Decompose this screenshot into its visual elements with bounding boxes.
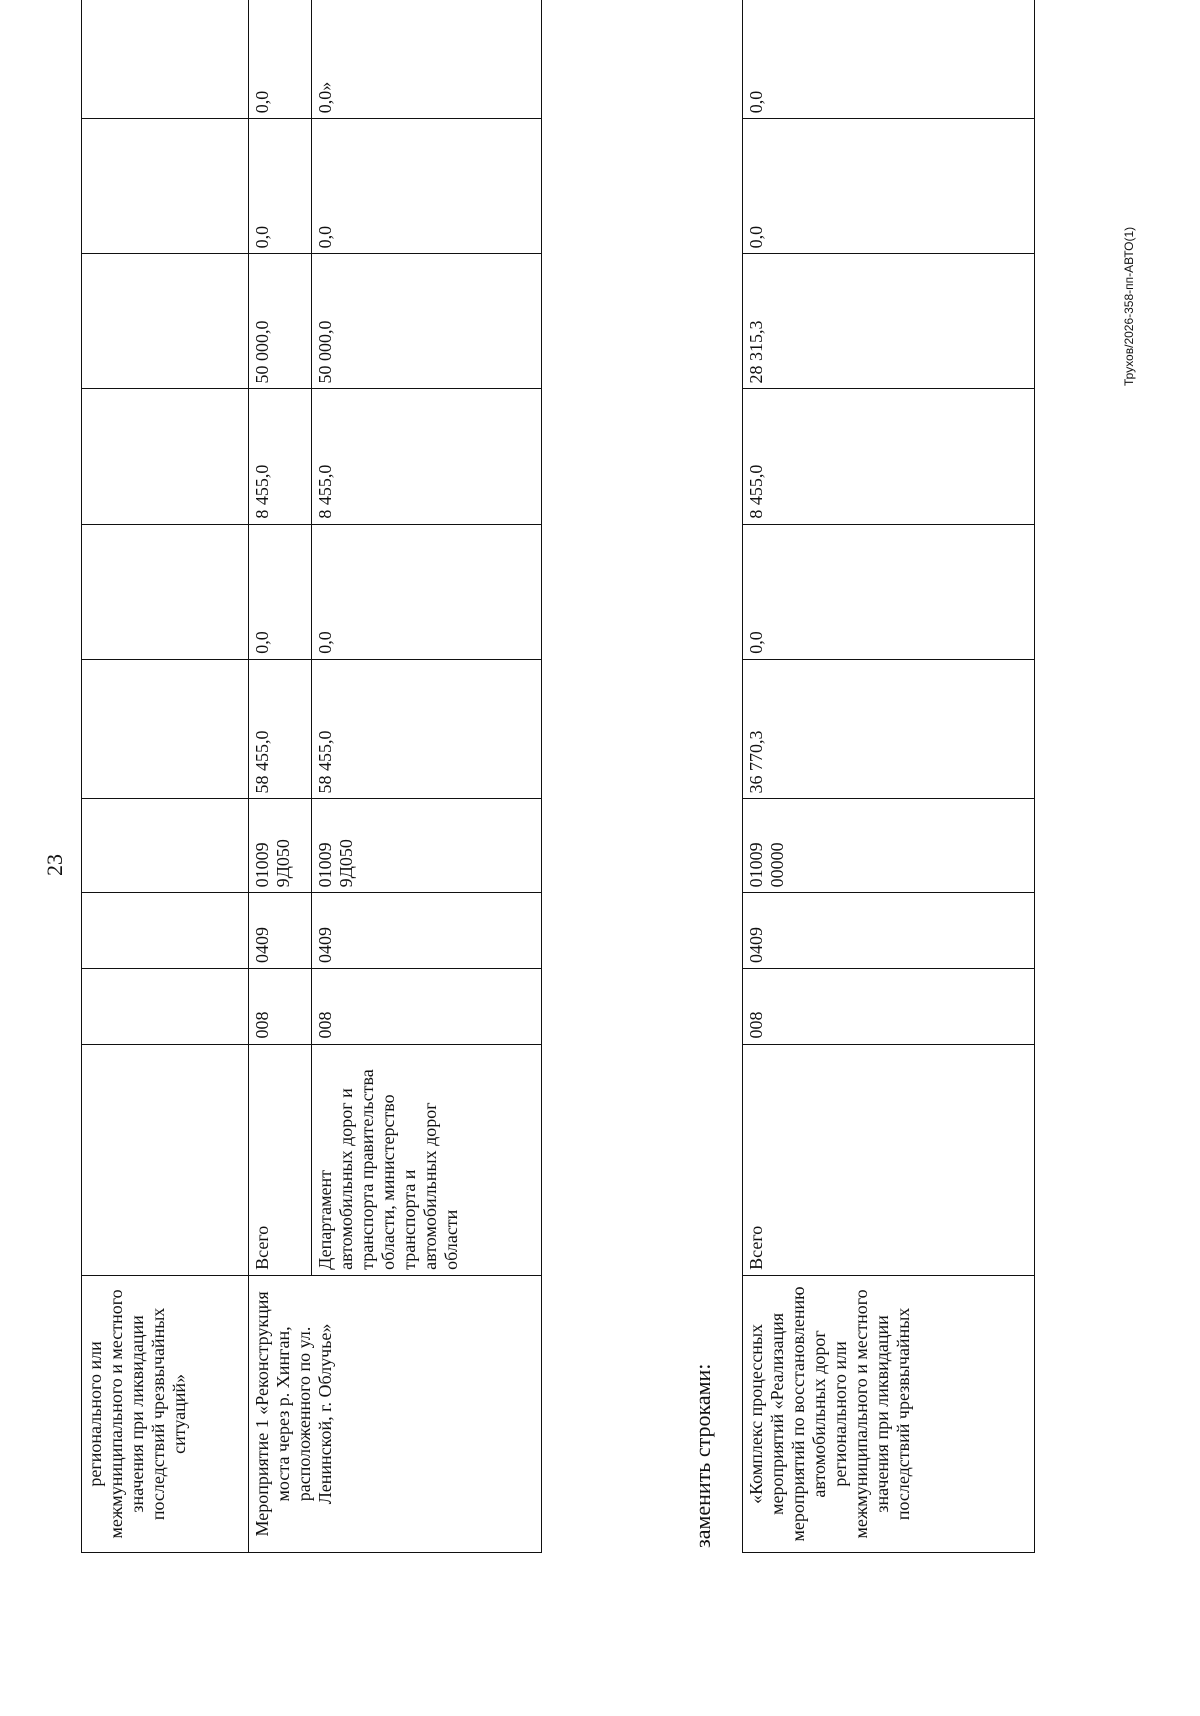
table-row (743, 0, 1035, 1553)
value-cell (82, 0, 249, 119)
value-cell: 8 455,0 (312, 389, 542, 524)
csr-cell: 01009 00000 (743, 799, 1035, 893)
table-row (249, 0, 312, 1553)
row-name-cell: Мероприятие 1 «Реконструкция моста через р. Хинган, расположенного по ул. Ленинской, г. Облучье» (249, 1275, 542, 1552)
value-cell: 0,0 (249, 0, 312, 119)
csr-cell: 01009 9Д050 (249, 799, 312, 893)
grbs-cell: 008 (312, 968, 542, 1044)
rz-cell: 0409 (249, 893, 312, 969)
table-row (82, 0, 249, 1553)
value-cell: 0,0 (249, 119, 312, 254)
total-cell (82, 659, 249, 799)
value-cell: 0,0 (743, 119, 1035, 254)
row-name-cell: «Комплекс процессных мероприятий «Реализация мероприятий по восстановлению автомобильных дорог регионального или межмуниципального и местного значения при ликвидации последствий чрезвычайных (743, 1275, 1035, 1552)
page-number: 23 (42, 854, 67, 876)
rz-cell (82, 893, 249, 969)
row-name-cell: регионального или межмуниципального и местного значения при ликвидации последствий чрезвычайных ситуаций» (82, 1275, 249, 1552)
value-cell (82, 389, 249, 524)
value-cell (82, 119, 249, 254)
rz-cell: 0409 (312, 893, 542, 969)
grbs-cell (82, 968, 249, 1044)
value-cell: 8 455,0 (743, 389, 1035, 524)
value-cell: 28 315,3 (743, 254, 1035, 389)
value-cell: 0,0 (743, 0, 1035, 119)
executor-cell (82, 1044, 249, 1275)
total-cell: 58 455,0 (249, 659, 312, 799)
document-footer: Трухов/2026-358-пп-АВТО(1) (1122, 226, 1136, 386)
value-cell: 50 000,0 (249, 254, 312, 389)
value-cell: 0,0 (249, 524, 312, 659)
budget-table-bottom (742, 0, 1035, 1553)
executor-cell: Департамент автомобильных дорог и транспорта правительства области, министерство транспорта и автомобильных дорог области (312, 1044, 542, 1275)
value-cell: 50 000,0 (312, 254, 542, 389)
grbs-cell: 008 (249, 968, 312, 1044)
executor-cell: Всего (743, 1044, 1035, 1275)
grbs-cell: 008 (743, 968, 1035, 1044)
csr-cell: 01009 9Д050 (312, 799, 542, 893)
value-cell (82, 524, 249, 659)
value-cell (82, 254, 249, 389)
value-cell: 0,0 (312, 119, 542, 254)
value-cell: 8 455,0 (249, 389, 312, 524)
value-cell: 0,0 (312, 524, 542, 659)
executor-cell: Всего (249, 1044, 312, 1275)
rz-cell: 0409 (743, 893, 1035, 969)
value-cell: 0,0 (743, 524, 1035, 659)
replace-instruction: заменить строками: (690, 1363, 715, 1548)
total-cell: 36 770,3 (743, 659, 1035, 799)
budget-table-top (81, 0, 542, 1553)
total-cell: 58 455,0 (312, 659, 542, 799)
value-cell: 0,0» (312, 0, 542, 119)
csr-cell (82, 799, 249, 893)
